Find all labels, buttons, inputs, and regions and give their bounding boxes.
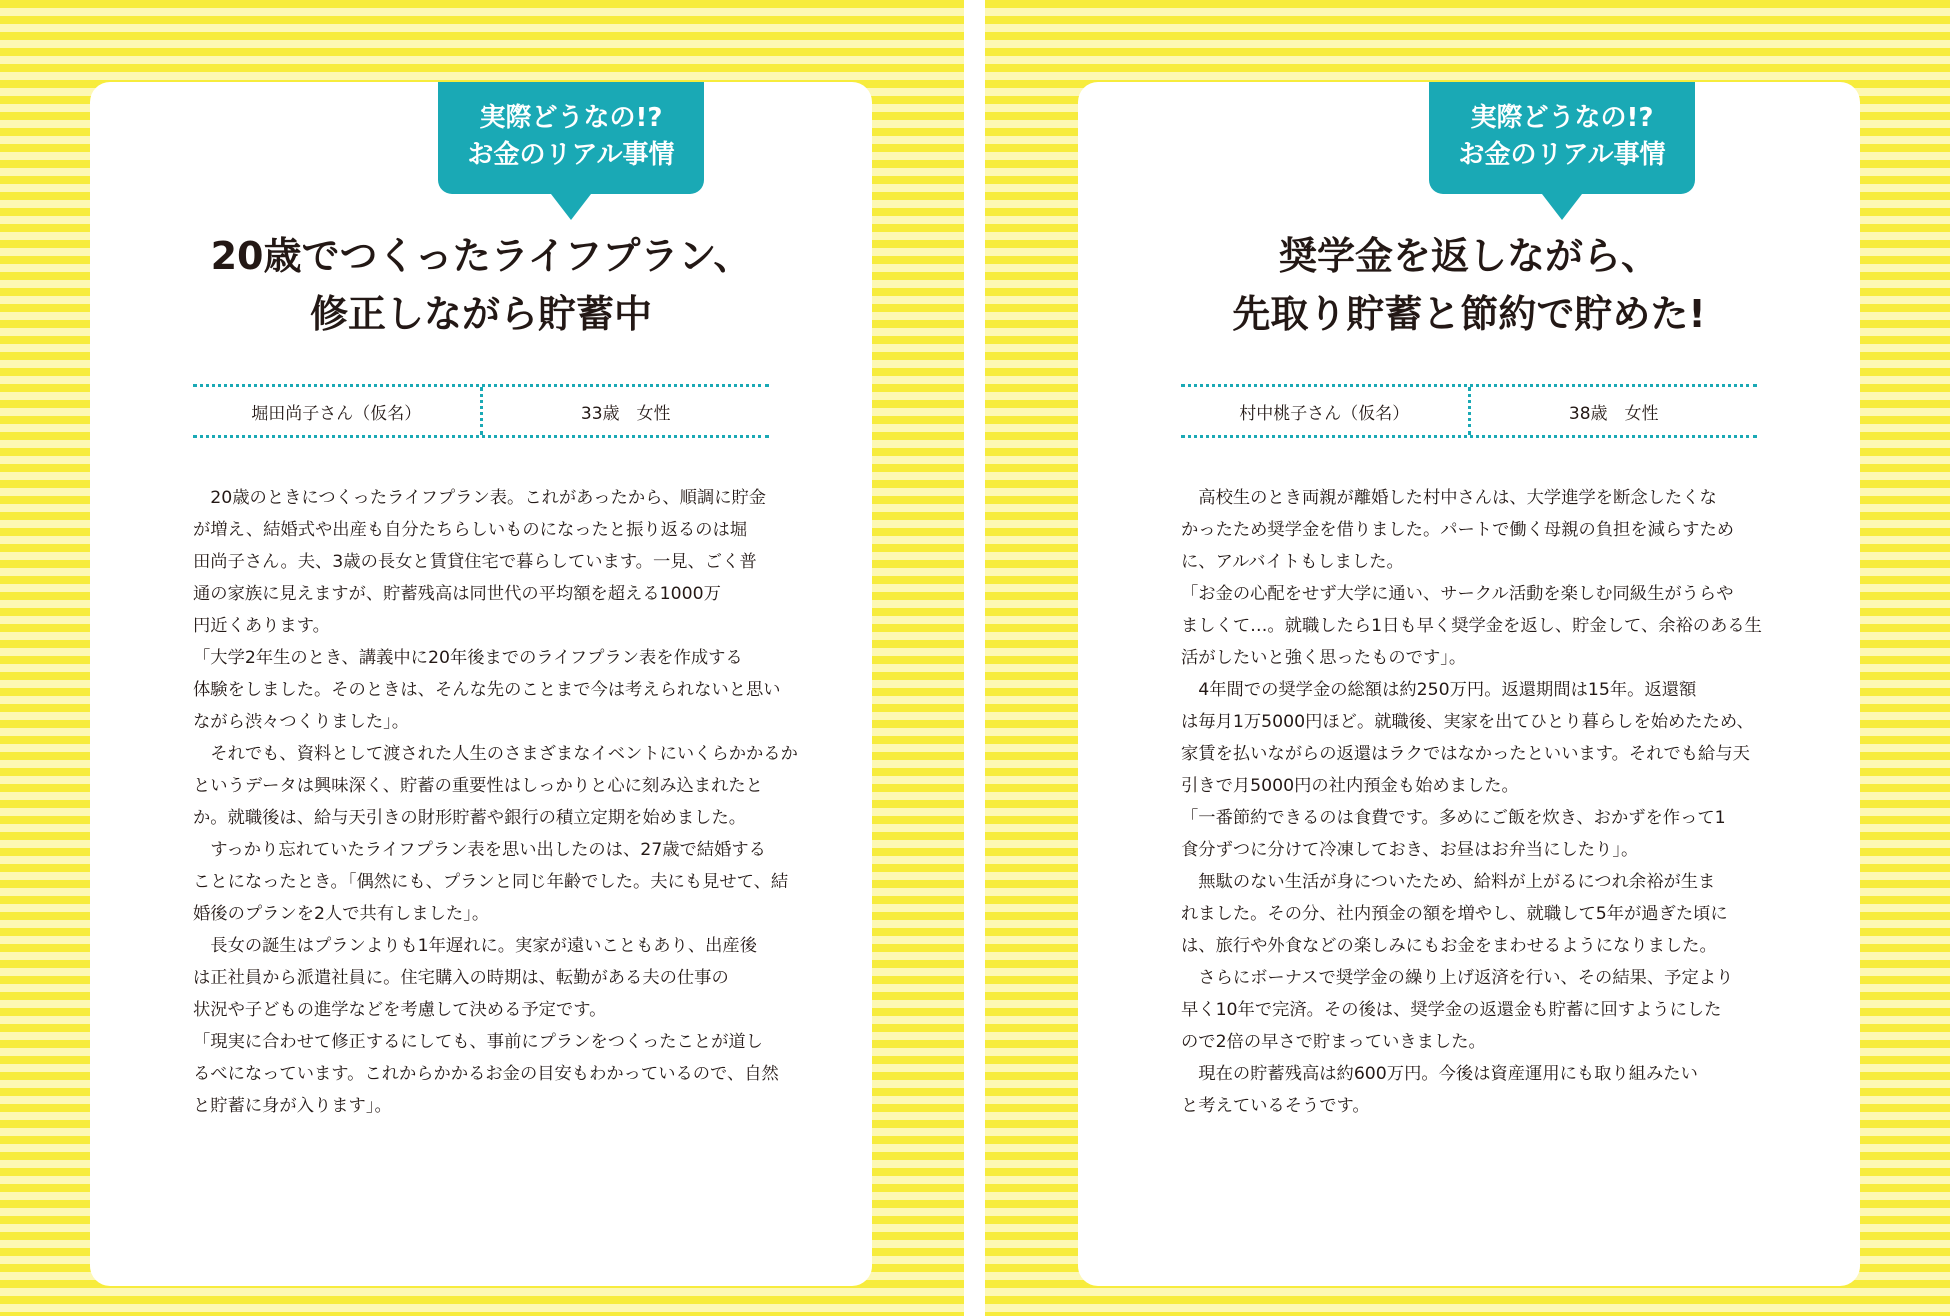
body-text-line: すっかり忘れていたライフプラン表を思い出したのは、27歳で結婚する (193, 840, 766, 860)
body-text-line: 円近くあります。 (193, 616, 330, 636)
body-text-line: 無駄のない生活が身についたため、給料が上がるにつれ余裕が生ま (1181, 872, 1716, 892)
body-text-line: 体験をしました。そのときは、そんな先のことまで今は考えられないと思い (193, 680, 781, 700)
body-text-line: 「大学2年生のとき、講義中に20年後までのライフプラン表を作成する (193, 648, 743, 668)
article-card (1078, 82, 1860, 1286)
profile-name: 村中桃子さん（仮名） (1181, 387, 1471, 435)
body-text-line: 家賃を払いながらの返還はラクではなかったといいます。それでも給与天 (1181, 744, 1750, 764)
profile-age-gender: 38歳 女性 (1568, 403, 1659, 424)
body-text-line: ましくて…。就職したら1日も早く奨学金を返し、貯金して、余裕のある生 (1181, 616, 1762, 636)
profile-box (193, 384, 769, 438)
article-title-line-1: 奨学金を返しながら、 (1278, 234, 1659, 278)
body-text-line: ながら渋々つくりました」。 (193, 712, 410, 732)
body-text-line: は正社員から派遣社員に。住宅購入の時期は、転勤がある夫の仕事の (193, 968, 729, 988)
article-title-line-2: 修正しながら貯蓄中 (309, 292, 652, 336)
body-text-line: と貯蓄に身が入ります」。 (193, 1096, 392, 1116)
body-text-line: 田尚子さん。夫、3歳の長女と賃貸住宅で暮らしています。一見、ごく普 (193, 552, 757, 572)
article-title (1078, 227, 1860, 343)
profile-age-gender: 33歳 女性 (580, 403, 671, 424)
section-tag-line-1: 実際どうなの!? (479, 103, 663, 133)
body-text-line: かったため奨学金を借りました。パートで働く母親の負担を減らすため (1181, 520, 1735, 540)
section-tag (438, 82, 704, 194)
body-text-line: 「現実に合わせて修正するにしても、事前にプランをつくったことが道し (193, 1032, 763, 1052)
body-text-line: ことになったとき。「偶然にも、プランと同じ年齢でした。夫にも見せて、結 (193, 872, 789, 892)
page-gutter (964, 0, 985, 1316)
left-page (0, 0, 964, 1316)
body-text-line: は、旅行や外食などの楽しみにもお金をまわせるようになりました。 (1181, 936, 1717, 956)
body-text-line: というデータは興味深く、貯蓄の重要性はしっかりと心に刻み込まれたと (193, 776, 763, 796)
section-tag-line-2: お金のリアル事情 (467, 140, 675, 170)
body-text-line: 早く10年で完済。その後は、奨学金の返還金も貯蓄に回すようにした (1181, 1000, 1722, 1020)
right-page (985, 0, 1950, 1316)
body-text-line: れました。その分、社内預金の額を増やし、就職して5年が過ぎた頃に (1181, 904, 1728, 924)
article-body (193, 482, 798, 1122)
body-text-line: 状況や子どもの進学などを考慮して決める予定です。 (193, 1000, 607, 1020)
profile-name: 堀田尚子さん（仮名） (193, 387, 483, 435)
body-text-line: に、アルバイトもしました。 (1181, 552, 1404, 572)
body-text-line: 長女の誕生はプランよりも1年遅れに。実家が遠いこともあり、出産後 (193, 936, 757, 956)
article-card (90, 82, 872, 1286)
body-text-line: 食分ずつに分けて冷凍しておき、お昼はお弁当にしたり」。 (1181, 840, 1639, 860)
body-text-line: それでも、資料として渡された人生のさまざまなイベントにいくらかかるか (193, 744, 798, 764)
body-text-line: 引きで月5000円の社内預金も始めました。 (1181, 776, 1519, 796)
article-body (1181, 482, 1761, 1122)
body-text-line: 活がしたいと強く思ったものです」。 (1181, 648, 1467, 668)
body-text-line: 現在の貯蓄残高は約600万円。今後は資産運用にも取り組みたい (1181, 1064, 1698, 1084)
section-tag-line-2: お金のリアル事情 (1458, 140, 1666, 170)
profile-box (1181, 384, 1757, 438)
body-text-line: が増え、結婚式や出産も自分たちらしいものになったと振り返るのは堀 (193, 520, 748, 540)
body-text-line: 通の家族に見えますが、貯蓄残高は同世代の平均額を超える1000万 (193, 584, 721, 604)
body-text-line: 「一番節約できるのは食費です。多めにご飯を炊き、おかずを作って1 (1181, 808, 1726, 828)
body-text-line: 婚後のプランを2人で共有しました」。 (193, 904, 490, 924)
article-title (90, 227, 872, 343)
article-title-line-1: 20歳でつくったライフプラン、 (210, 234, 752, 278)
article-title-line-2: 先取り貯蓄と節約で貯めた! (1232, 292, 1706, 336)
section-tag (1429, 82, 1695, 194)
body-text-line: 20歳のときにつくったライフプラン表。これがあったから、順調に貯金 (193, 488, 767, 508)
body-text-line: さらにボーナスで奨学金の繰り上げ返済を行い、その結果、予定より (1181, 968, 1734, 988)
body-text-line: 高校生のとき両親が離婚した村中さんは、大学進学を断念したくな (1181, 488, 1717, 508)
body-text-line: 「お金の心配をせず大学に通い、サークル活動を楽しむ同級生がうらや (1181, 584, 1734, 604)
body-text-line: るべになっています。これからかかるお金の目安もわかっているので、自然 (193, 1064, 779, 1084)
body-text-line: ので2倍の早さで貯まっていきました。 (1181, 1032, 1486, 1052)
body-text-line: 4年間での奨学金の総額は約250万円。返還期間は15年。返還額 (1181, 680, 1697, 700)
body-text-line: か。就職後は、給与天引きの財形貯蓄や銀行の積立定期を始めました。 (193, 808, 747, 828)
body-text-line: は毎月1万5000円ほど。就職後、実家を出てひとり暮らしを始めたため、 (1181, 712, 1754, 732)
body-text-line: と考えているそうです。 (1181, 1096, 1370, 1116)
section-tag-line-1: 実際どうなの!? (1470, 103, 1654, 133)
